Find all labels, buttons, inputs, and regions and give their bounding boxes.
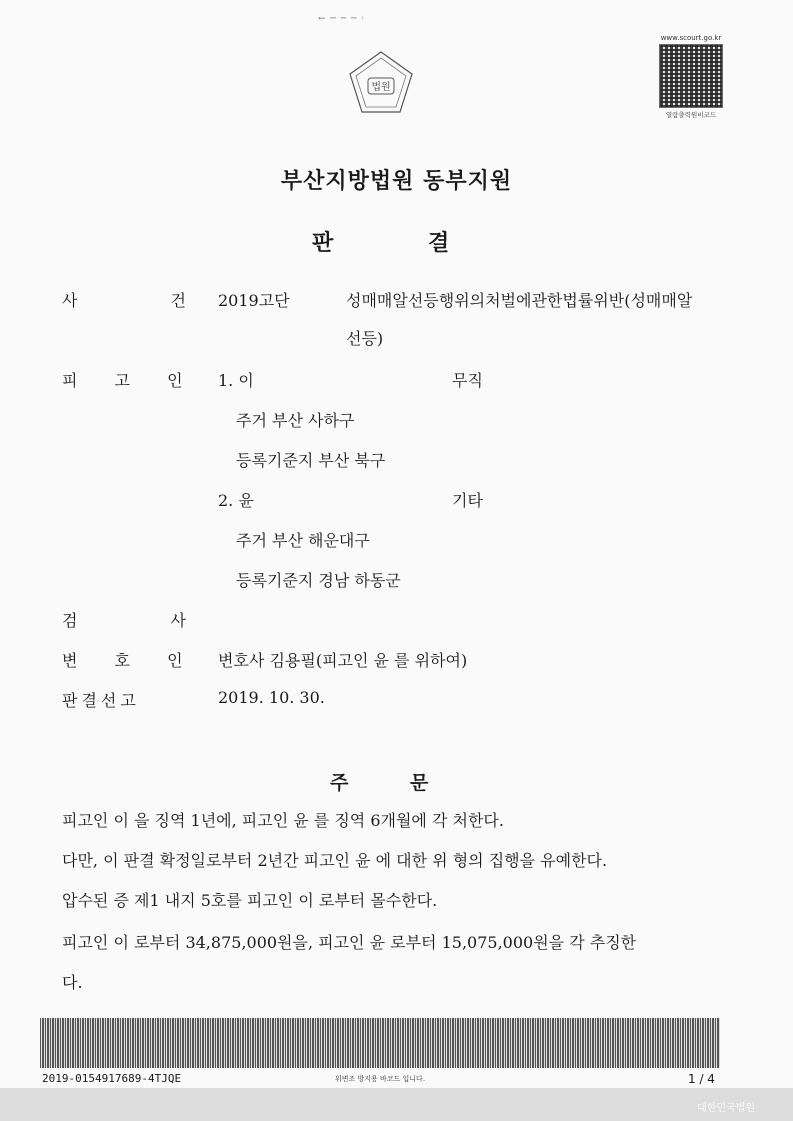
ruling-line: 압수된 증 제1 내지 5호를 피고인 이 로부터 몰수한다. bbox=[62, 891, 438, 910]
prosecutor-label: 검 사 bbox=[62, 611, 230, 630]
qr-code-block bbox=[655, 34, 727, 124]
ruling-line: 피고인 이 로부터 34,875,000원을, 피고인 윤 로부터 15,075,000원을 각 추징한 bbox=[62, 933, 637, 952]
defendant-label: 피 고 인 bbox=[62, 371, 199, 390]
barcode-note: 위변조 방지용 바코드 입니다. bbox=[335, 1075, 426, 1083]
anti-forgery-barcode-icon bbox=[40, 1018, 720, 1068]
defendant-2-residence: 주거 부산 해운대구 bbox=[236, 531, 370, 550]
page-number: 1 / 4 bbox=[688, 1072, 715, 1086]
counsel-label: 변 호 인 bbox=[62, 651, 199, 670]
ruling-title-right: 문 bbox=[410, 772, 429, 794]
verdict-date: 2019. 10. 30. bbox=[218, 688, 325, 707]
defendant-2-name: 2. 윤 bbox=[218, 491, 254, 510]
doc-title-left: 판 bbox=[312, 231, 334, 256]
qr-code-icon bbox=[659, 44, 723, 108]
defendant-1-occupation: 무직 bbox=[452, 371, 483, 390]
seal-text: 법원 bbox=[371, 82, 391, 93]
ruling-line: 다. bbox=[62, 973, 83, 992]
top-mark: ← ─ ─ ─ · bbox=[318, 14, 366, 24]
counsel-value: 변호사 김용필(피고인 윤 를 위하여) bbox=[218, 651, 468, 670]
defendant-2-occupation: 기타 bbox=[452, 491, 483, 510]
qr-url: www.scourt.go.kr bbox=[660, 34, 722, 42]
verdict-date-label: 판결선고 bbox=[62, 691, 140, 710]
court-seal-icon bbox=[346, 48, 416, 118]
defendant-1-residence: 주거 부산 사하구 bbox=[236, 411, 355, 430]
qr-caption: 열람출력원비코드 bbox=[665, 111, 717, 119]
ruling-title-left: 주 bbox=[330, 772, 349, 794]
defendant-1-registration: 등록기준지 부산 북구 bbox=[236, 451, 386, 470]
case-number: 2019고단 bbox=[218, 291, 290, 310]
case-label: 사 건 bbox=[62, 291, 230, 310]
doc-title-right: 결 bbox=[428, 231, 450, 256]
bottom-band bbox=[0, 1088, 793, 1121]
ruling-line: 다만, 이 판결 확정일로부터 2년간 피고인 윤 에 대한 위 형의 집행을 유예한다. bbox=[62, 851, 608, 870]
document-id: 2019-0154917689-4TJQE bbox=[42, 1072, 182, 1085]
case-name-line1: 성매매알선등행위의처벌에관한법률위반(성매매알 bbox=[346, 291, 693, 310]
court-name: 부산지방법원 동부지원 bbox=[280, 169, 513, 194]
defendant-2-registration: 등록기준지 경남 하동군 bbox=[236, 571, 401, 590]
issuer-text: 대한민국법원 bbox=[697, 1103, 755, 1114]
case-name-line2: 선등) bbox=[346, 329, 384, 348]
ruling-line: 피고인 이 을 징역 1년에, 피고인 윤 를 징역 6개월에 각 처한다. bbox=[62, 811, 504, 830]
defendant-1-name: 1. 이 bbox=[218, 371, 254, 390]
